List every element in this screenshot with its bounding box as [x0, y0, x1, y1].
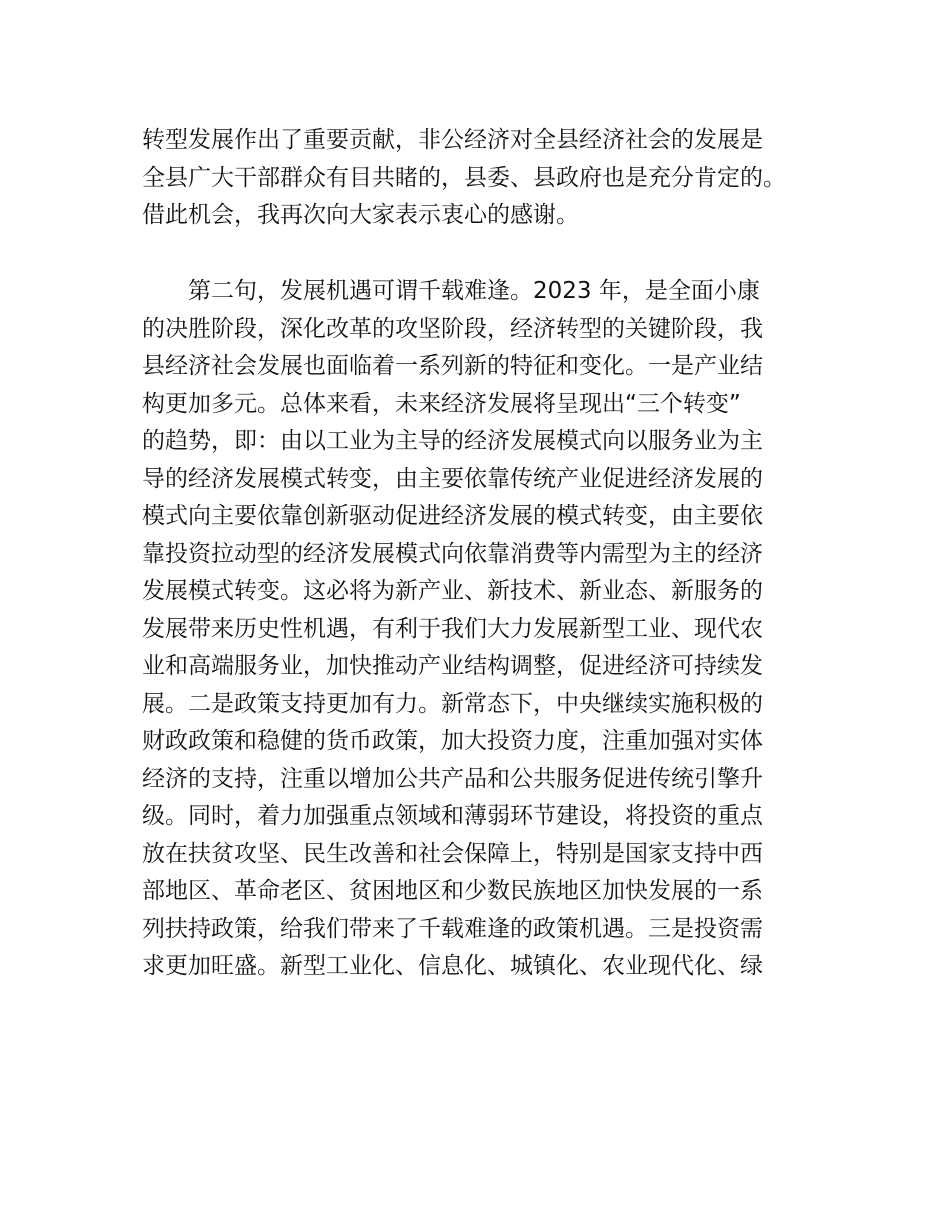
- paragraph-line: 转型发展作出了重要贡献，非公经济对全县经济社会的发展是: [142, 127, 763, 153]
- paragraph-line: 展。二是政策支持更加有力。新常态下，中央继续实施积极的: [142, 690, 763, 717]
- paragraph-line: 经济的支持，注重以增加公共产品和公共服务促进传统引擎升: [142, 765, 763, 792]
- paragraph-line: 模式向主要依靠创新驱动促进经济发展的模式转变，由主要依: [142, 503, 763, 529]
- paragraph-line: 列扶持政策，给我们带来了千载难逢的政策机遇。三是投资需: [142, 915, 763, 942]
- paragraph-line: 借此机会，我再次向大家表示衷心的感谢。: [142, 202, 579, 228]
- paragraph-line: 发展模式转变。这必将为新产业、新技术、新业态、新服务的: [142, 578, 763, 604]
- paragraph-line: 部地区、革命老区、贫困地区和少数民族地区加快发展的一系: [142, 878, 763, 904]
- paragraph-1: [142, 122, 822, 235]
- paragraph-line: 全县广大干部群众有目共睹的，县委、县政府也是充分肯定的。: [142, 164, 786, 191]
- paragraph-line: 构更加多元。总体来看，未来经济发展将呈现出“三个转变”: [142, 390, 741, 417]
- paragraph-line: 财政政策和稳健的货币政策，加大投资力度，注重加强对实体: [142, 728, 763, 754]
- paragraph-line: 导的经济发展模式转变，由主要依靠传统产业促进经济发展的: [142, 465, 763, 492]
- paragraph-line: 靠投资拉动型的经济发展模式向依靠消费等内需型为主的经济: [142, 540, 763, 567]
- paragraph-line: 业和高端服务业，加快推动产业结构调整，促进经济可持续发: [142, 653, 763, 679]
- paragraph-line: 级。同时，着力加强重点领域和薄弱环节建设，将投资的重点: [142, 803, 763, 829]
- paragraph-line: 放在扶贫攻坚、民生改善和社会保障上，特别是国家支持中西: [142, 840, 763, 867]
- paragraph-first-line: 第二句，发展机遇可谓千载难逢。2023 年，是全面小康: [188, 278, 760, 304]
- paragraph-line: 的决胜阶段，深化改革的攻坚阶段，经济转型的关键阶段，我: [142, 315, 763, 342]
- paragraph-line: 求更加旺盛。新型工业化、信息化、城镇化、农业现代化、绿: [142, 953, 763, 979]
- paragraph-line: 县经济社会发展也面临着一系列新的特征和变化。一是产业结: [142, 353, 763, 379]
- paragraph-line: 的趋势，即：由以工业为主导的经济发展模式向以服务业为主: [142, 428, 763, 454]
- paragraph-line: 发展带来历史性机遇，有利于我们大力发展新型工业、现代农: [142, 615, 763, 642]
- paragraph-2: [142, 273, 822, 986]
